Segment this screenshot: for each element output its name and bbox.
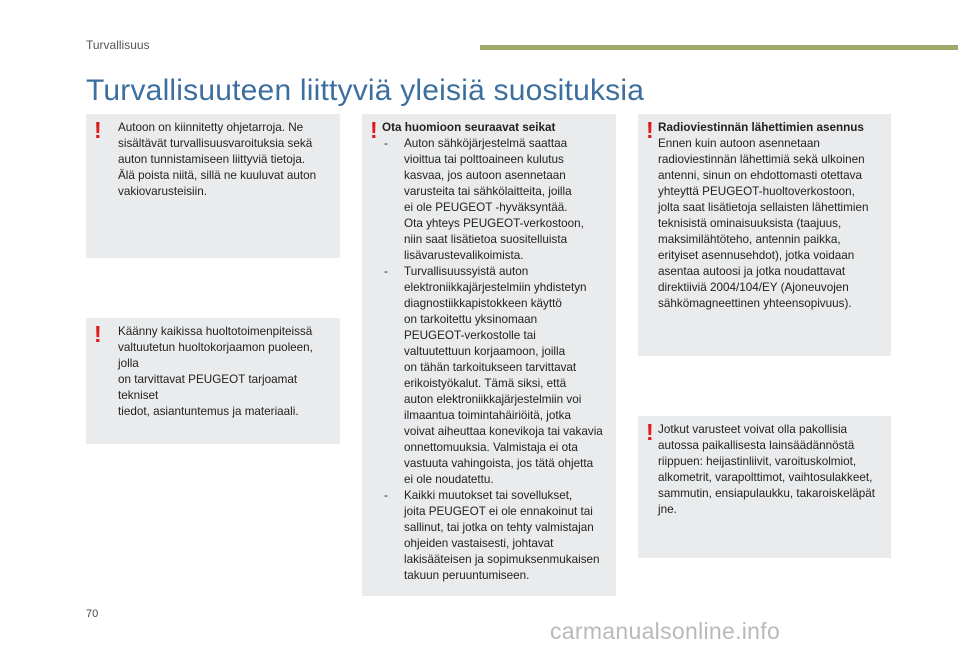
text-line: - Kaikki muutokset tai sovellukset,	[404, 489, 573, 502]
text-line: antenni, sinun on ehdottomasti otettava	[658, 169, 863, 182]
text-line: - Auton sähköjärjestelmä saattaa	[404, 137, 568, 150]
text-line: erityiset asennusehdot), jotka voidaan	[658, 249, 855, 262]
warning-box-radio	[638, 114, 891, 356]
text-line: - Turvallisuussyistä auton	[404, 265, 529, 278]
text-line: PEUGEOT-verkostolle tai	[404, 329, 536, 342]
text-line: Älä poista niitä, sillä ne kuuluvat auton	[118, 169, 317, 182]
box-heading: Radioviestinnän lähettimien asennus	[658, 121, 864, 134]
text-line: on tähän tarkoitukseen tarvittavat	[404, 361, 577, 374]
warning-icon: !	[646, 117, 654, 143]
list-item	[382, 488, 608, 584]
text-line: valtuutetun huoltokorjaamon puoleen, jolla	[118, 341, 313, 370]
text-line: takuun peruuntumiseen.	[404, 569, 530, 582]
text-line: auton tunnistamiseen liittyviä tietoja.	[118, 153, 306, 166]
text-line: niin saat lisätietoa suositelluista	[404, 233, 568, 246]
text-line: ilmaantua toimintahäiriöitä, jotka	[404, 409, 571, 422]
text-line: valtuutettuun korjaamoon, joilla	[404, 345, 566, 358]
list-item	[382, 264, 608, 488]
box-text	[382, 120, 608, 584]
text-line: vakiovarusteisiin.	[118, 185, 207, 198]
text-line: alkometrit, varapolttimot, vaihtosulakkeet,	[658, 471, 873, 484]
consideration-list	[382, 136, 608, 584]
box-text	[118, 324, 332, 420]
box-heading: Ota huomioon seuraavat seikat	[382, 121, 556, 134]
text-line: Käänny kaikissa huoltotoimenpiteissä	[118, 325, 313, 338]
text-line: Jotkut varusteet voivat olla pakollisia	[658, 423, 848, 436]
text-line: Autoon on kiinnitetty ohjetarroja. Ne	[118, 121, 304, 134]
text-line: radioviestinnän lähettimiä sekä ulkoinen	[658, 153, 865, 166]
text-line: jne.	[658, 503, 677, 516]
text-line: autossa paikallisesta lainsäädännöstä	[658, 439, 855, 452]
section-label: Turvallisuus	[86, 38, 150, 52]
text-line: tiedot, asiantuntemus ja materiaali.	[118, 405, 299, 418]
text-line: lisävarustevalikoimista.	[404, 249, 524, 262]
text-line: diagnostiikkapistokkeen käyttö	[404, 297, 562, 310]
header-rule	[480, 45, 958, 50]
text-line: sallinut, tai jotka on tehty valmistajan	[404, 521, 594, 534]
warning-icon: !	[370, 117, 378, 143]
text-line: asentaa autoosi ja jotka noudattavat	[658, 265, 846, 278]
text-line: teknisistä ominaisuuksista (taajuus,	[658, 217, 842, 230]
text-line: ei ole PEUGEOT -hyväksyntää.	[404, 201, 568, 214]
text-line: sisältävät turvallisuusvaroituksia sekä	[118, 137, 313, 150]
box-text	[658, 422, 883, 518]
text-line: direktiiviä 2004/104/EY (Ajoneuvojen	[658, 281, 849, 294]
text-line: auton elektroniikkajärjestelmiin voi	[404, 393, 582, 406]
text-line: ei ole noudatettu.	[404, 473, 494, 486]
text-line: elektroniikkajärjestelmiin yhdistetyn	[404, 281, 587, 294]
text-line: Ennen kuin autoon asennetaan	[658, 137, 820, 150]
text-line: vioittua tai polttoaineen kulutus	[404, 153, 564, 166]
box-text	[118, 120, 332, 200]
text-line: jolta saat lisätietoja sellaisten lähettimien	[658, 201, 869, 214]
text-line: vastuuta vahingoista, jos tätä ohjetta	[404, 457, 594, 470]
warning-icon: !	[94, 117, 102, 143]
text-line: on tarkoitettu yksinomaan	[404, 313, 538, 326]
warning-icon: !	[94, 321, 102, 347]
list-item	[382, 136, 608, 264]
text-line: varusteita tai sähkölaitteita, joilla	[404, 185, 572, 198]
text-line: voivat aiheuttaa konevikoja tai vakavia	[404, 425, 603, 438]
text-line: maksimilähtöteho, antennin paikka,	[658, 233, 841, 246]
warning-box-considerations	[362, 114, 616, 596]
text-line: on tarvittavat PEUGEOT tarjoamat tekniset	[118, 373, 298, 402]
text-line: lakisääteisen ja sopimuksenmukaisen	[404, 553, 600, 566]
text-line: joita PEUGEOT ei ole ennakoinut tai	[404, 505, 593, 518]
watermark: carmanualsonline.info	[550, 618, 781, 644]
warning-box-service	[86, 318, 340, 444]
box-text	[658, 120, 883, 312]
warning-box-equipment	[638, 416, 891, 558]
text-line: yhteyttä PEUGEOT-huoltoverkostoon,	[658, 185, 855, 198]
text-line: onnettomuuksia. Valmistaja ei ota	[404, 441, 578, 454]
text-line: kasvaa, jos autoon asennetaan	[404, 169, 566, 182]
text-line: Ota yhteys PEUGEOT-verkostoon,	[404, 217, 584, 230]
page-number: 70	[86, 608, 99, 620]
warning-icon: !	[646, 419, 654, 445]
text-line: sähkömagneettinen yhteensopivuus).	[658, 297, 852, 310]
page-title: Turvallisuuteen liittyviä yleisiä suosituksia	[86, 74, 645, 107]
text-line: ohjeiden vastaisesti, johtavat	[404, 537, 554, 550]
warning-box-labels	[86, 114, 340, 258]
text-line: sammutin, ensiapulaukku, takaroiskeläpät	[658, 487, 875, 500]
text-line: riippuen: heijastinliivit, varoituskolmiot,	[658, 455, 857, 468]
text-line: erikoistyökalut. Tämä siksi, että	[404, 377, 567, 390]
